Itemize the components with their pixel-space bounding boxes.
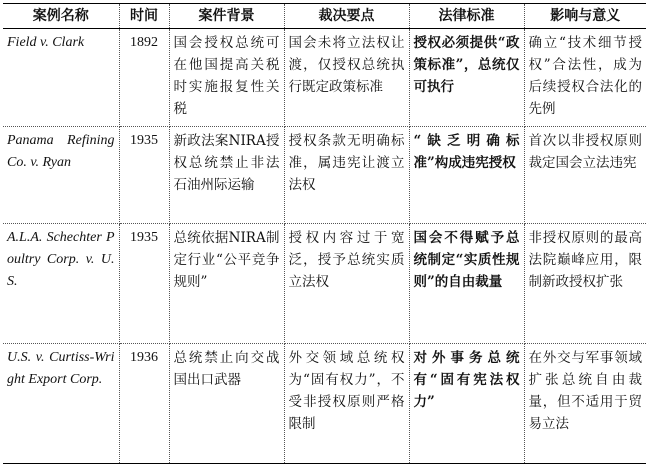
case-ruling: 国会未将立法权让渡，仅授权总统执行既定政策标准 [284,29,409,127]
case-year: 1936 [119,344,169,464]
header-case-name: 案例名称 [3,4,119,29]
case-year: 1935 [119,127,169,224]
case-name: A.L.A. Schechter Poultry Corp. v. U.S. [3,224,119,344]
case-name: U.S. v. Curtiss-Wright Export Corp. [3,344,119,464]
header-ruling: 裁决要点 [284,4,409,29]
case-background: 新政法案NIRA授权总统禁止非法石油州际运输 [169,127,284,224]
case-standard: “缺乏明确标准”构成违宪授权 [409,127,524,224]
case-ruling: 授权内容过于宽泛，授予总统实质立法权 [284,224,409,344]
header-background: 案件背景 [169,4,284,29]
case-name: Field v. Clark [3,29,119,127]
table-row [3,344,646,464]
case-standard: 授权必须提供“政策标准”，总统仅可执行 [409,29,524,127]
case-impact: 在外交与军事领域扩张总统自由裁量，但不适用于贸易立法 [524,344,646,464]
case-ruling: 授权条款无明确标准，属违宪让渡立法权 [284,127,409,224]
case-impact: 首次以非授权原则裁定国会立法违宪 [524,127,646,224]
case-background: 总统禁止向交战国出口武器 [169,344,284,464]
case-background: 总统依据NIRA制定行业“公平竞争规则” [169,224,284,344]
case-impact: 确立“技术细节授权”合法性，成为后续授权合法化的先例 [524,29,646,127]
table-row [3,127,646,224]
case-ruling: 外交领域总统权为“固有权力”，不受非授权原则严格限制 [284,344,409,464]
case-impact: 非授权原则的最高法院巅峰应用，限制新政授权扩张 [524,224,646,344]
case-background: 国会授权总统可在他国提高关税时实施报复性关税 [169,29,284,127]
header-year: 时间 [119,4,169,29]
case-standard: 对外事务总统有“固有宪法权力” [409,344,524,464]
case-law-table [3,3,646,464]
case-name: Panama Refining Co. v. Ryan [3,127,119,224]
header-legal-standard: 法律标准 [409,4,524,29]
table-row [3,224,646,344]
case-standard: 国会不得赋予总统制定“实质性规则”的自由裁量 [409,224,524,344]
case-year: 1892 [119,29,169,127]
case-year: 1935 [119,224,169,344]
header-impact: 影响与意义 [524,4,646,29]
header-row [3,4,646,29]
table-row [3,29,646,127]
